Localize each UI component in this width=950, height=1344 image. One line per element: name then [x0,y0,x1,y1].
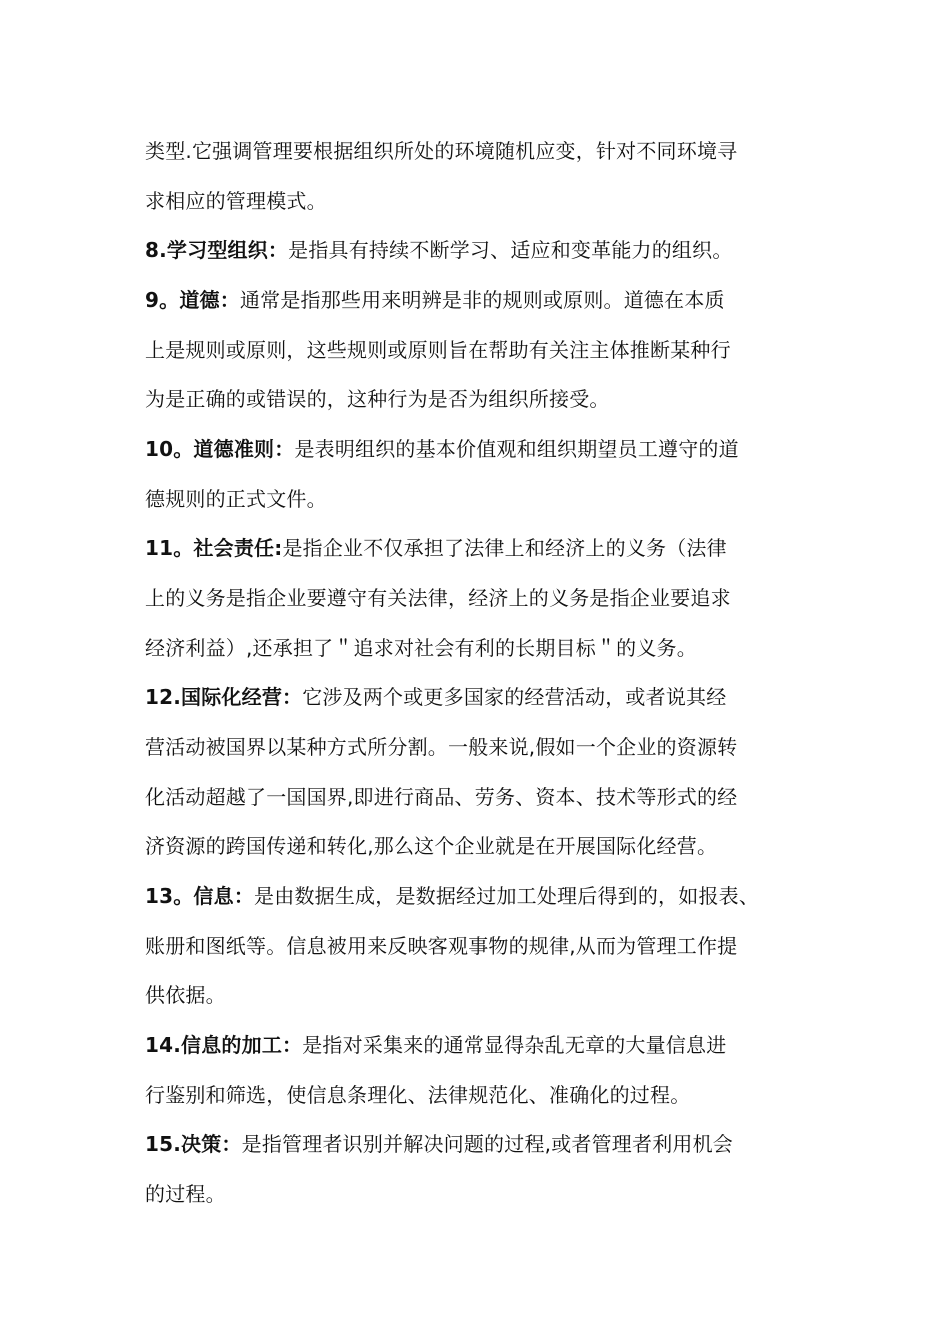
text-line [145,1181,845,1207]
line-text: 济资源的跨国传递和转化,那么这个企业就是在开展国际化经营。 [145,834,718,858]
line-text: 化活动超越了一国国界,即进行商品、劳务、资本、技术等形式的经 [145,785,738,809]
line-text: 类型.它强调管理要根据组织所处的环境随机应变，针对不同环境寻 [145,139,738,163]
text-line [145,585,845,611]
line-text: 经济利益）,还承担了＂追求对社会有利的长期目标＂的义务。 [145,636,697,660]
line-text: 上是规则或原则，这些规则或原则旨在帮助有关注主体推断某种行 [145,338,731,362]
line-text: 德规则的正式文件。 [145,487,327,511]
text-line [145,933,845,959]
line-text: 是表明组织的基本价值观和组织期望员工遵守的道 [294,437,739,461]
text-line [145,883,845,909]
text-line [145,337,845,363]
line-text: 是指对采集来的通常显得杂乱无章的大量信息进 [302,1033,727,1057]
text-line [145,535,845,561]
line-text: 是由数据生成，是数据经过加工处理后得到的，如报表、 [254,884,760,908]
term-label: 9。道德： [145,288,240,312]
text-line [145,833,845,859]
line-text: 营活动被国界以某种方式所分割。一般来说,假如一个企业的资源转 [145,735,738,759]
line-text: 账册和图纸等。信息被用来反映客观事物的规律,从而为管理工作提 [145,934,738,958]
text-line [145,386,845,412]
text-line [145,436,845,462]
term-label: 11。社会责任: [145,536,283,560]
line-text: 是指管理者识别并解决问题的过程,或者管理者利用机会 [241,1132,733,1156]
text-line [145,188,845,214]
line-text: 上的义务是指企业要遵守有关法律，经济上的义务是指企业要追求 [145,586,731,610]
line-text: 是指具有持续不断学习、适应和变革能力的组织。 [288,238,733,262]
term-label: 15.决策： [145,1132,242,1156]
text-line [145,1082,845,1108]
text-line [145,982,845,1008]
text-line [145,1131,845,1157]
term-label: 8.学习型组织： [145,238,289,262]
text-line [145,486,845,512]
text-line [145,237,845,263]
line-text: 为是正确的或错误的，这种行为是否为组织所接受。 [145,387,610,411]
term-label: 10。道德准则： [145,437,295,461]
text-line [145,734,845,760]
line-text: 通常是指那些用来明辨是非的规则或原则。道德在本质 [239,288,725,312]
text-line [145,287,845,313]
text-line [145,138,845,164]
line-text: 行鉴别和筛选，使信息条理化、法律规范化、准确化的过程。 [145,1083,691,1107]
text-line [145,784,845,810]
term-label: 14.信息的加工： [145,1033,303,1057]
term-label: 13。信息： [145,884,255,908]
line-text: 它涉及两个或更多国家的经营活动，或者说其经 [302,685,727,709]
text-line [145,635,845,661]
text-line [145,684,845,710]
line-text: 的过程。 [145,1182,226,1206]
term-label: 12.国际化经营： [145,685,303,709]
text-line [145,1032,845,1058]
line-text: 求相应的管理模式。 [145,189,327,213]
line-text: 是指企业不仅承担了法律上和经济上的义务（法律 [282,536,727,560]
line-text: 供依据。 [145,983,226,1007]
